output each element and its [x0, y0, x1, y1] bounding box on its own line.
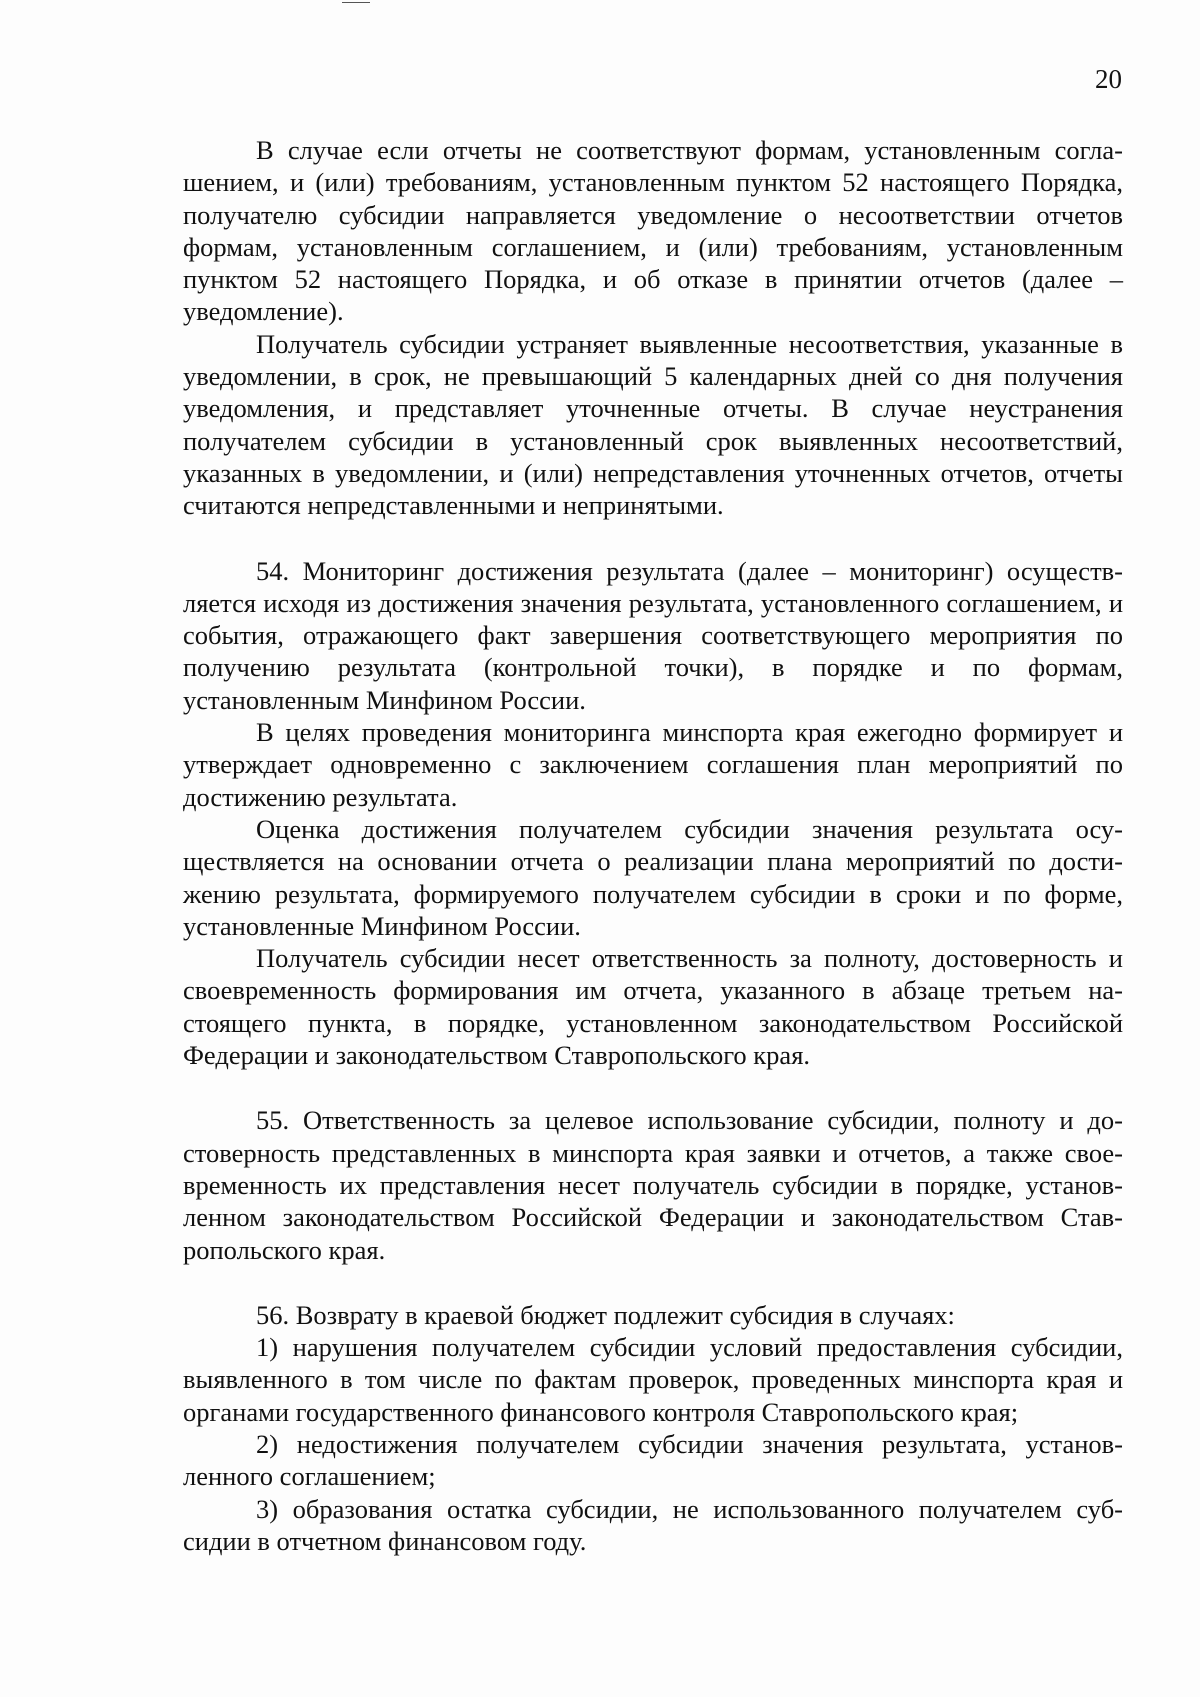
paragraph-fix-mismatch: Получатель субсидии устраняет выявленные несоответствия, указанные в уведомлении, в срок, не превышающий 5 календарных дней со дня получения уведомления, и представляет уточненные отчеты. В случае неустранения получателем субсидии в установленный срок выявленных несоответствий, указанных в уведомлении, и (или) непредставления уточненных отчетов, отчеты считаются непредставленными и непринятыми. — [183, 328, 1123, 521]
list-item-refund-3: 3) образования остатка субсидии, не использованного получателем субсидии в отчетном финансовом году. — [183, 1493, 1123, 1556]
paragraph-result-assessment: Оценка достижения получателем субсидии значения результата осуществляется на основании отчета о реализации плана мероприятий по достижению результата, формируемого получателем субсидии в сроки и по форме, установленные Минфином России. — [183, 813, 1123, 941]
list-item-refund-1: 1) нарушения получателем субсидии условий предоставления субсидии, выявленного в том числе по фактам проверок, проведенных минспорта края и органами государственного финансового контроля Ставропольского края; — [183, 1332, 1123, 1427]
page-number: 20 — [1095, 64, 1122, 94]
paragraph-monitoring-plan: В целях проведения мониторинга минспорта края ежегодно формирует и утверждает одновременно с заключением соглашения план мероприятий по достижению результата. — [183, 717, 1123, 812]
paragraph-56-refund: 56. Возврату в краевой бюджет подлежит субсидия в случаях: — [256, 1299, 955, 1330]
scan-artifact — [342, 2, 370, 3]
paragraph-54-monitoring: 54. Мониторинг достижения результата (далее – мониторинг) осуществляется исходя из достижения значения результата, установленного соглашением, и события, отражающего факт завершения соответствующего мероприятия по получению результата (контрольной точки), в порядке и по формам, установленным Минфином России. — [183, 555, 1123, 715]
document-body — [183, 134, 1123, 1557]
list-item-refund-2: 2) недостижения получателем субсидии значения результата, установленного соглашением; — [183, 1428, 1123, 1492]
paragraph-report-mismatch: В случае если отчеты не соответствуют формам, установленным соглашением, и (или) требованиям, установленным пунктом 52 настоящего Порядка, получателю субсидии направляется уведомление о несоответствии отчетов формам, установленным соглашением, и (или) требованиям, установленным пунктом 52 настоящего Порядка, и об отказе в принятии отчетов (далее – уведомление). — [183, 135, 1123, 327]
paragraph-report-responsibility: Получатель субсидии несет ответственность за полноту, достоверность и своевременность формирования им отчета, указанного в абзаце третьем настоящего пункта, в порядке, установленном законодательством Российской Федерации и законодательством Ставропольского края. — [183, 943, 1123, 1071]
paragraph-55-responsibility: 55. Ответственность за целевое использование субсидии, полноту и достоверность представленных в минспорта края заявки и отчетов, а также своевременность их представления несет получатель субсидии в порядке, установленном законодательством Российской Федерации и законодательством Ставропольского края. — [183, 1105, 1123, 1265]
